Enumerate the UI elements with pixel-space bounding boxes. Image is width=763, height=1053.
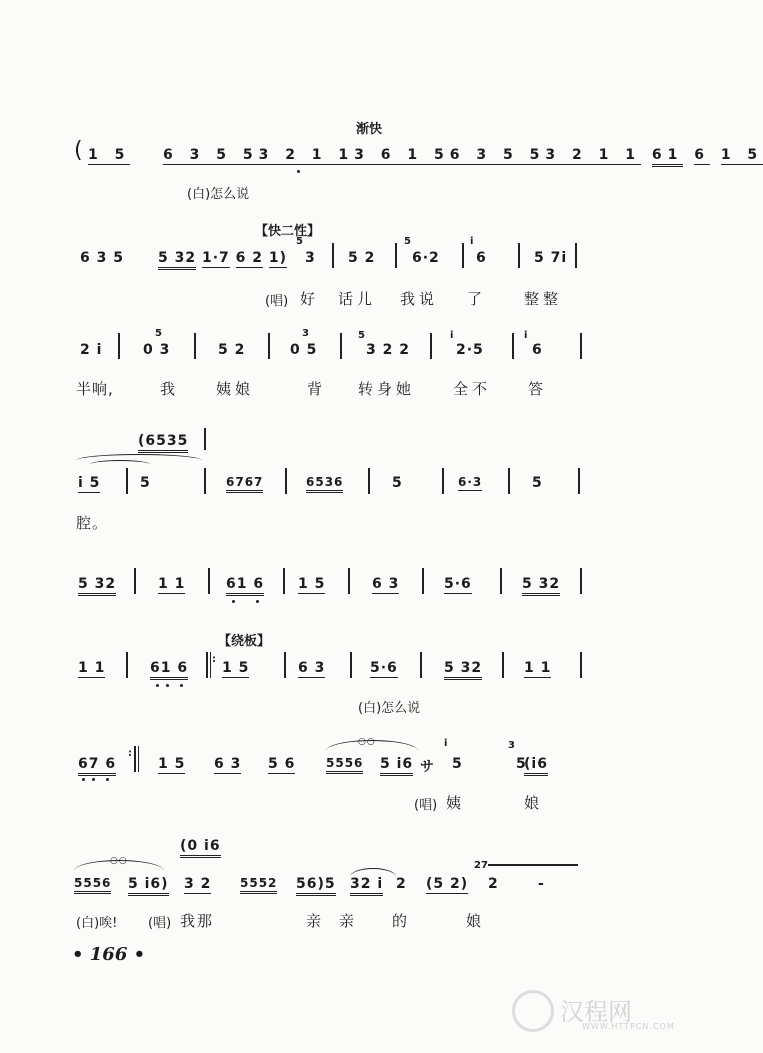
barline	[580, 333, 582, 359]
barline	[126, 652, 128, 678]
row3-m1: 2 i	[80, 342, 103, 358]
row7-m8: 5	[452, 756, 463, 772]
barline	[430, 333, 432, 359]
lyric: 好	[300, 290, 317, 308]
row7-m7: サ	[420, 759, 435, 775]
row4-m7: 5	[532, 475, 543, 491]
row5-m4: 1 5	[298, 576, 326, 592]
grace-note: 5	[358, 330, 365, 341]
page-number: • 166 •	[72, 944, 146, 965]
row7-m3: 6 3	[214, 756, 242, 772]
barline	[204, 468, 206, 494]
row8-m2: 5 i6)	[128, 876, 169, 892]
fermata-dots: ○○	[110, 856, 128, 866]
row2-m3: 3	[305, 250, 316, 266]
row8-m4: 5552	[240, 876, 277, 890]
watermark-text: 汉程网	[560, 998, 632, 1026]
row3-m2: 0 3	[143, 342, 171, 358]
grace-note: 5	[155, 328, 162, 339]
row6-m2: 61 6	[150, 660, 188, 676]
lyric: 的	[392, 912, 409, 930]
row8-m6: 32 i	[350, 876, 383, 892]
lyric: 话儿	[338, 290, 377, 308]
row4-m4: 6536	[306, 475, 343, 489]
barline	[420, 652, 422, 678]
grace-note: i	[470, 236, 474, 247]
octave-dot	[92, 778, 95, 781]
row5-m2: 1 1	[158, 576, 186, 592]
row3-m7: 6	[532, 342, 543, 358]
row4-m5: 5	[392, 475, 403, 491]
octave-dot	[232, 600, 235, 603]
lyric: 娘	[524, 794, 541, 812]
row7-m2: 1 5	[158, 756, 186, 772]
row4-m6: 6·3	[458, 475, 483, 489]
lyric-marker: (唱)	[148, 916, 172, 931]
barline	[126, 468, 128, 494]
lyric: 半响,	[76, 380, 114, 398]
grace-note: i	[524, 330, 528, 341]
watermark-url: WWW.HTTPCN.COM	[582, 1022, 675, 1031]
row8-m5: 56)5	[296, 876, 336, 892]
lyric: 我那	[180, 912, 215, 930]
row6-bracket: 【绕板】	[218, 634, 271, 649]
row7-m4: 5 6	[268, 756, 296, 772]
row8-ornament: (0 i6	[180, 838, 221, 854]
row2-bracket: 【快二性】	[255, 224, 321, 239]
barline	[518, 243, 520, 268]
row8-m7: 2	[396, 876, 407, 892]
repeat-dots: :	[212, 654, 217, 665]
row3-m4: 0 5	[290, 342, 318, 358]
lyric: 转身她	[358, 380, 416, 398]
barline	[348, 568, 350, 594]
row6-m1: 1 1	[78, 660, 106, 676]
lyric: 腔。	[76, 514, 109, 532]
row7-m5: 5556	[326, 756, 363, 770]
barline	[368, 468, 370, 494]
barline	[285, 468, 287, 494]
tempo-mark: 渐快	[356, 122, 383, 137]
row8-spoken: (白)唉!	[76, 916, 118, 931]
lyric: 我	[160, 380, 177, 398]
barline	[580, 652, 582, 678]
lyric: 答	[528, 380, 545, 398]
octave-dot	[82, 778, 85, 781]
row5-m7: 5 32	[522, 576, 560, 592]
row4-ornament: (6535	[138, 433, 188, 449]
row2-m2: 5 32 1·7 6 2 1)	[158, 250, 287, 266]
lyric: 全不	[453, 380, 492, 398]
row8-m9: 2	[488, 876, 499, 892]
row7-m9: 5	[516, 756, 527, 772]
row6-m3: 1 5	[222, 660, 250, 676]
row6-m7: 1 1	[524, 660, 552, 676]
barline	[508, 468, 510, 494]
row4-m1: i 5	[78, 475, 101, 491]
lyric-marker: (唱)	[265, 294, 289, 309]
row8-m10: -	[538, 876, 545, 892]
row8-m3: 3 2	[184, 876, 212, 892]
row8-m8: (5 2)	[426, 876, 469, 892]
row6-m5: 5·6	[370, 660, 398, 676]
grace-note: 5	[404, 236, 411, 247]
barline	[575, 243, 577, 268]
row2-m7: 5 7i	[534, 250, 568, 266]
watermark-logo-icon	[512, 990, 554, 1032]
barline	[268, 333, 270, 359]
barline	[395, 243, 397, 268]
row5-m6: 5·6	[444, 576, 472, 592]
barline	[332, 243, 334, 268]
slur	[90, 460, 150, 469]
grace-note: 3	[508, 740, 515, 751]
lyric-marker: (唱)	[414, 798, 438, 813]
barline	[442, 468, 444, 494]
row6-spoken: (白)怎么说	[358, 701, 421, 716]
row5-m5: 6 3	[372, 576, 400, 592]
lyric: 亲亲	[306, 912, 373, 930]
row7-m1: 67 6	[78, 756, 116, 772]
row6-m4: 6 3	[298, 660, 326, 676]
grace-note: i	[444, 738, 448, 749]
barline	[208, 568, 210, 594]
row2-m4: 5 2	[348, 250, 376, 266]
row2-m6: 6	[476, 250, 487, 266]
row1-spoken: (白)怎么说	[187, 187, 250, 202]
octave-dot	[297, 170, 300, 173]
row3-m3: 5 2	[218, 342, 246, 358]
row4-m3: 6767	[226, 475, 263, 489]
grace-note: 5	[296, 236, 303, 247]
octave-dot	[256, 600, 259, 603]
octave-dot	[106, 778, 109, 781]
barline	[500, 568, 502, 594]
barline	[580, 568, 582, 594]
octave-dot	[156, 684, 159, 687]
lyric: 背	[307, 380, 324, 398]
row3-m5: 3 2 2	[366, 342, 410, 358]
barline	[502, 652, 504, 678]
grace-note: 27	[474, 860, 488, 871]
lyric: 整整	[524, 290, 563, 308]
barline	[284, 652, 286, 678]
row2-m1: 6 3 5	[80, 250, 124, 266]
row7-m10: (i6	[524, 756, 548, 772]
barline	[462, 243, 464, 268]
lyric: 姨娘	[216, 380, 255, 398]
tie-line	[488, 864, 578, 866]
barline	[578, 468, 580, 494]
row4-m2: 5	[140, 475, 151, 491]
lyric: 姨	[446, 794, 463, 812]
fermata-dots: ○○	[358, 737, 376, 747]
lyric: 我说	[400, 290, 439, 308]
barline	[204, 428, 206, 450]
barline	[118, 333, 120, 359]
octave-dot	[166, 684, 169, 687]
row2-m5: 6·2	[412, 250, 440, 266]
row8-m1: 5556	[74, 876, 111, 890]
barline	[512, 333, 514, 359]
row7-m6: 5 i6	[380, 756, 413, 772]
repeat-barline	[206, 652, 211, 678]
barline	[350, 652, 352, 678]
grace-note: 3	[302, 328, 309, 339]
barline	[340, 333, 342, 359]
barline	[283, 568, 285, 594]
row6-m6: 5 32	[444, 660, 482, 676]
lyric: 了	[467, 290, 484, 308]
lyric: 娘	[466, 912, 483, 930]
row5-m1: 5 32	[78, 576, 116, 592]
grace-note: i	[450, 330, 454, 341]
octave-dot	[180, 684, 183, 687]
row5-m3: 61 6	[226, 576, 264, 592]
repeat-barline	[134, 746, 139, 772]
barline	[422, 568, 424, 594]
barline	[194, 333, 196, 359]
open-paren: (	[74, 138, 83, 163]
repeat-dots: :	[128, 748, 133, 759]
row1-notes: 1 5 6 3 5 53 2 1 13 6 1 56 3 5 53 2 1 1 61 6 1 5	[88, 147, 763, 163]
row3-m6: 2·5	[456, 342, 484, 358]
barline	[134, 568, 136, 594]
